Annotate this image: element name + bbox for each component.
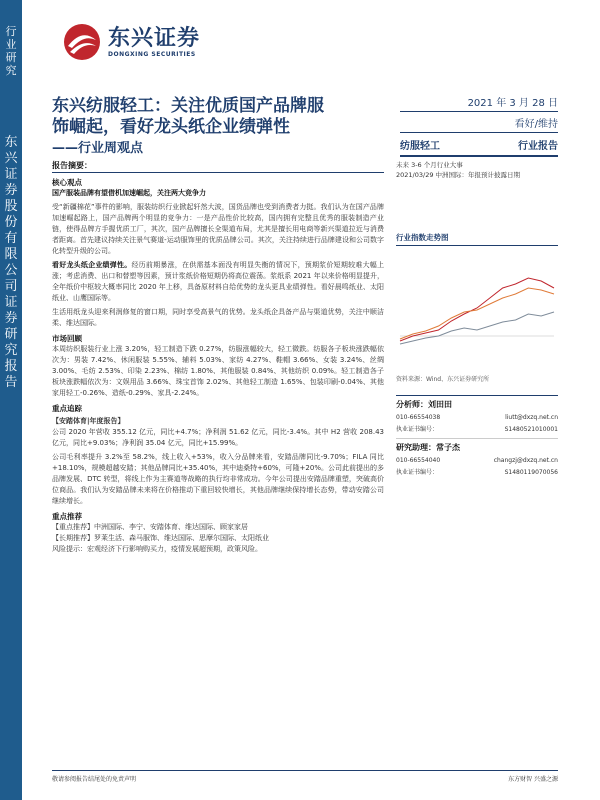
report-date: 2021 年 3 月 28 日 [400, 94, 558, 112]
chart-series-3 [400, 312, 554, 344]
logo-cn: 东兴证券 [108, 25, 201, 51]
report-title [52, 96, 392, 159]
report-meta [400, 94, 558, 157]
title-line-1: 东兴纺服轻工：关注优质国产品牌服 [52, 96, 324, 116]
page-footer [52, 770, 558, 783]
title-line-2: 饰崛起，看好龙头纸企业绩弹性 [52, 117, 290, 137]
events-title: 未来 3-6 个月行业大事 [396, 161, 463, 169]
logo-en: DONGXING SECURITIES [108, 50, 196, 58]
chart-series-2 [400, 288, 554, 339]
report-rating: 看好/维持 [400, 115, 558, 133]
paper-title: 看好龙头纸企业绩弹性。 [52, 261, 132, 269]
right-column [396, 160, 558, 479]
footer-disclaimer: 敬请参阅报告结尾处的免责声明 [52, 776, 137, 783]
analyst-1-email[interactable]: liutt@dxzq.net.cn [505, 414, 558, 421]
analyst-1-phone: 010-66554038 [396, 414, 441, 421]
summary-column [52, 160, 384, 555]
events-item: 2021/03/29 中洲国际：年报预计披露日期 [396, 171, 521, 179]
analyst-2-cert [396, 467, 558, 479]
core-view-title: 核心观点 [52, 178, 82, 187]
analyst-1-cert-no: S1480521010001 [504, 426, 558, 433]
tissue-paragraph: 生活用纸龙头迎来利润修复的窗口期，同时享受高景气的优势。龙头纸企具备产品与渠道优势，关注中顺洁柔、维达国际。 [52, 308, 384, 327]
analyst-2-email[interactable]: changzj@dxzq.net.cn [493, 457, 558, 464]
company-report-label: 东兴证券股份有限公司证券研究报告 [4, 135, 18, 390]
market-review-title: 市场回顾 [52, 334, 82, 343]
tracking-tag: 【安踏体育|年度报告】 [52, 417, 125, 425]
tracking-title: 重点追踪 [52, 404, 82, 413]
footer-slogan: 东方财智 兴盛之源 [508, 776, 558, 783]
analyst-2-cert-label: 执业证书编号： [396, 469, 439, 476]
paper-body: 经历前期暴涨，在供需基本面没有明显失衡的情况下，预期浆价短期较难大幅上涨；考虑消费、出口和替塑等因素，预计浆纸价格短期仍将高位震荡。浆纸系 2021 年以来价格明显提升，全年纸价中枢较大概率同比 2020 年上移，具备原材料自给优势的龙头更具业绩弹性。看好晨鸣纸业、太阳纸业、山鹰国际等。 [52, 261, 385, 302]
analyst-2-cert-no: S1480119070056 [504, 469, 558, 476]
core-view-paragraph: 受“新疆棉花”事件的影响，服装纺织行业掀起轩然大波，国货品牌也受到消费者力挺。我们认为在国产品牌加速崛起路上，国产品牌两个明显的竞争力：一是产品性价比较高，国内拥有完整且优秀的服装制造产业链，使得品牌方手握优质工厂，其次，国产品牌擅长全渠道布局，尤其是擅长用电商等新兴渠道拉近与消费者距离。首先建议持续关注景气赛道-运动服饰里的优质品牌公司。其次，关注持续进行品牌建设和公司数字化转型升级的公司。 [52, 203, 384, 255]
summary-header: 报告摘要： [52, 160, 384, 173]
analyst-1-contact [396, 412, 558, 424]
report-type-label: 行业报告 [518, 141, 558, 152]
industry-index-chart [396, 250, 558, 370]
sidebar-top-label [0, 0, 22, 95]
logo-mark-icon [62, 22, 102, 62]
analyst-2-contact [396, 455, 558, 467]
analyst-1-cert-label: 执业证书编号： [396, 426, 439, 433]
recommend-long: 【长期推荐】罗莱生活、森马服饰、维达国际、思摩尔国际、太阳纸业 [52, 534, 269, 542]
tracking-paragraph-1: 公司 2020 年营收 355.12 亿元，同比+4.7%；净利润 51.62 亿元，同比-3.4%。其中 H2 营收 208.43 亿元，同比+9.03%；净利润 35.04 亿元，同比+15.99%。 [52, 428, 384, 447]
industry-label: 纺服轻工 [400, 141, 440, 152]
company-logo [62, 22, 200, 62]
recommend-key: 【重点推荐】中洲国际、李宁、安踏体育、维达国际、顾家家居 [52, 523, 248, 531]
analyst-1-title: 分析师：刘田田 [396, 400, 452, 409]
analyst-1-cert [396, 424, 558, 436]
report-category [400, 137, 558, 157]
title-line-3: ——行业周观点 [52, 141, 144, 156]
analyst-2-title: 研究助理：常子杰 [396, 443, 460, 452]
market-review-paragraph: 本周纺织服装行业上涨 3.20%，轻工制造下跌 0.27%，纺服涨幅较大，轻工微跌。纺服各子板块涨跌幅依次为：男装 7.42%、休闲服装 5.55%、辅料 5.03%、家纺 4.27%、鞋帽 3.66%、女装 3.24%、丝绸 3.00%、毛纺 2.53%、印染 2.23%、棉纺 1.80%、其他服装 0.84%、其他纺织 0.09%。轻工制造各子板块涨跌幅依次为：文娱用品 3.66%、珠宝首饰 2.02%、其他轻工制造 1.65%、包装印刷-0.04%、其他家用轻工-0.26%、造纸-0.29%、家具-2.24%。 [52, 345, 384, 397]
chart-title: 行业指数走势图 [396, 232, 558, 246]
industry-research-label: 行业研究 [5, 24, 17, 77]
recommend-title: 重点推荐 [52, 512, 82, 521]
sidebar-main [0, 95, 22, 800]
analyst-2-phone: 010-66554040 [396, 457, 441, 464]
risk-warning: 风险提示：宏观经济下行影响购买力，疫情发展超预期，政策风险。 [52, 545, 262, 553]
core-view-subtitle: 国产服装品牌有望借机加速崛起，关注两大竞争力 [52, 189, 206, 197]
analyst-block [396, 395, 558, 479]
paper-paragraph [52, 260, 384, 304]
chart-source: 资料来源：Wind、东兴证券研究所 [396, 376, 490, 383]
tracking-paragraph-2: 公司毛利率提升 3.2%至 58.2%，线上收入+53%，收入分品牌来看，安踏品牌同比-9.70%；FILA 同比+18.10%，规模超越安踏；其他品牌同比+35.40%，其中迪桑特+60%，可隆+20%。公司此前提出的多品牌发展、DTC 转型，将线上作为主赛道等战略的执行均非常成功。今年公司提出安踏品牌重塑，突破高价位商品。我们认为安踏品牌未来将在价格推动下重回较快增长，其他品牌继续保持增长态势，带动安踏公司继续增长。 [52, 453, 384, 505]
